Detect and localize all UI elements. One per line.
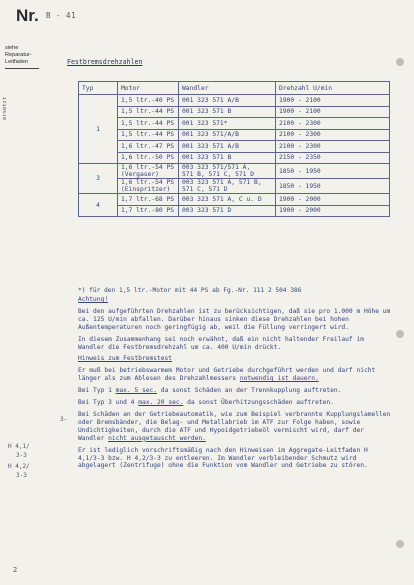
table-title: Festbremsdrehzahlen [67,58,143,66]
wandler-cell: 003 323 571 D [179,205,276,217]
point-3-underlined: nicht ausgetauscht werden. [108,434,206,442]
typ-cell: 3 [79,164,118,194]
wandler-cell: 001 323 571/A/B [179,129,276,141]
drehzahl-cell: 1900 - 2000 [276,194,390,206]
sidebar-line: siehe [5,45,19,51]
motor-cell: 1,6 ltr.-47 PS [118,141,179,153]
motor-cell [118,179,179,194]
body-text [78,296,393,474]
wandler-cell: 001 323 571 A/B [179,95,276,107]
table-row [79,106,390,118]
achtung-paragraph: In diesem Zusammenhang sei noch erwähnt, daß ein nicht haltender Freilauf im Wandler die Festbremsdrehzahl um ca. 400 U/min drückt. [78,335,364,351]
motor-line: 1,6 ltr.-54 PS [121,164,175,171]
punch-hole-icon [396,58,404,66]
punch-hole-icon [396,540,404,548]
drehzahl-cell: 1900 - 2000 [276,205,390,217]
margin-reference: H 4,1/ [8,443,30,450]
wandler-line: 003 323 571/571 A, [182,164,251,171]
point-3-paragraph: Er ist lediglich vorschriftsmäßig nach den Hinweisen im Aggregate-Leitfaden H 4,1/3-3 bzw. H 4,2/3-3 zu entleeren. Im Wandler verbleibender Schmutz wird abgelagert (Zentrifuge) ohne die Funktion vom Wandler und Getriebe zu stören. [78,446,368,470]
wandler-line: 571 C, 571 D [182,186,228,193]
hinweis-typ1 [78,387,393,395]
sidebar-divider [5,68,39,69]
col-header-drehzahl: Drehzahl U/min [276,82,390,95]
table-row [79,164,390,179]
point-3-paragraph [78,411,393,443]
motor-cell: 1,7 ltr.-80 PS [118,205,179,217]
table-footnote: *) für den 1,5 ltr.-Motor mit 44 PS ab Fg.-Nr. 111 2 504 386 [78,287,302,294]
achtung-paragraph: Bei den aufgeführten Drehzahlen ist zu berücksichtigen, daß sie pro 1.000 m Höhe um ca. 125 U/min abfallen. Darüber hinaus sinken diese Drehzahlen bei hohen Außentemperaturen noch geringfügig ab, weil die Füllung verringert wird. [78,307,391,331]
wandler-line: 003 323 571 A, 571 B, [182,179,262,186]
document-reference: B - 41 [46,11,77,20]
festbrems-table [78,81,390,217]
motor-line: (Vergaser) [121,171,159,178]
drehzahl-cell: 1850 - 1950 [276,179,390,194]
hinweis-typ34 [78,399,393,407]
wandler-line: 571 B, 571 C, 571 D [182,171,255,178]
motor-line: 1,6 ltr.-54 PS [121,179,175,186]
margin-reference: H 4,2/ [8,463,30,470]
hinweis-text: da sonst Überhitzungsschäden auftreten. [183,399,334,407]
table-row [79,205,390,217]
margin-reference: 3-3 [16,472,27,479]
table-row [79,129,390,141]
rotated-margin-note: ersetzt [2,96,8,120]
hinweis-underlined: max. 20 sec. [138,399,184,407]
motor-cell: 1,5 ltr.-44 PS [118,118,179,130]
sidebar-line: Reparatur- [5,51,32,58]
wandler-cell [179,179,276,194]
point-number: 3- [60,416,68,423]
motor-cell [118,164,179,179]
hinweis-underlined: notwendig ist dauern. [239,375,319,383]
col-header-wandler: Wandler [179,82,276,95]
point-3-text: Bei Schäden an der Getriebeautomatik, wie zum Beispiel verbrannte Kupplungslamellen oder Bremsbänder, die Belag- und Metallabrieb im ATF zur Folge haben, sowie Undichtigkeiten, durch die ATF und Hypoidgetriebeöl vermischt wird, darf der Wandler [78,410,391,442]
hinweis-underlined: max. 5 sec. [115,387,158,395]
wandler-cell: 001 323 571* [179,118,276,130]
table-row [79,141,390,153]
drehzahl-cell: 1850 - 1950 [276,164,390,179]
drehzahl-cell: 1900 - 2100 [276,95,390,107]
wandler-cell: 003 323 571 A, C u. D [179,194,276,206]
wandler-cell: 001 323 571 B [179,106,276,118]
table-header-row [79,82,390,95]
hinweis-text: Bei Typ 1 [78,387,116,395]
drehzahl-cell: 2100 - 2300 [276,118,390,130]
motor-cell: 1,6 ltr.-50 PS [118,152,179,164]
col-header-motor: Motor [118,82,179,95]
wandler-cell: 001 323 571 B [179,152,276,164]
drehzahl-cell: 2150 - 2350 [276,152,390,164]
motor-cell: 1,5 ltr.-40 PS [118,95,179,107]
drehzahl-cell: 2100 - 2300 [276,129,390,141]
margin-reference: 3-3 [16,452,27,459]
wandler-cell: 001 323 571 A/B [179,141,276,153]
typ-cell: 4 [79,194,118,217]
motor-line: (Einspritzer) [121,186,171,193]
punch-hole-icon [396,330,404,338]
wandler-cell [179,164,276,179]
drehzahl-cell: 1900 - 2100 [276,106,390,118]
motor-cell: 1,7 ltr.-68 PS [118,194,179,206]
col-header-typ: Typ [79,82,118,95]
table-row [79,194,390,206]
typ-cell: 1 [79,95,118,164]
table-row [79,179,390,194]
motor-cell: 1,5 ltr.-44 PS [118,129,179,141]
hinweis-text: da sonst Schäden an der Trennkupplung auftreten. [157,387,342,395]
hinweis-text: Er muß bei betriebswarmem Motor und Getriebe durchgeführt werden und darf nicht länger als zum Ablesen des Drehzahlmessers [78,367,376,383]
sidebar-line: Leitfaden [5,58,29,65]
motor-cell: 1,5 ltr.-44 PS [118,106,179,118]
page-number: 2 [13,566,18,574]
achtung-heading: Achtung! [78,296,109,303]
page-label: Nr. [16,6,39,25]
hinweis-heading: Hinweis zum Festbremstest [78,355,173,363]
table-row [79,118,390,130]
sidebar-note [5,45,32,65]
hinweis-paragraph [78,367,393,383]
table-row [79,95,390,107]
table-row [79,152,390,164]
drehzahl-cell: 2100 - 2300 [276,141,390,153]
hinweis-text: Bei Typ 3 und 4 [78,399,139,407]
